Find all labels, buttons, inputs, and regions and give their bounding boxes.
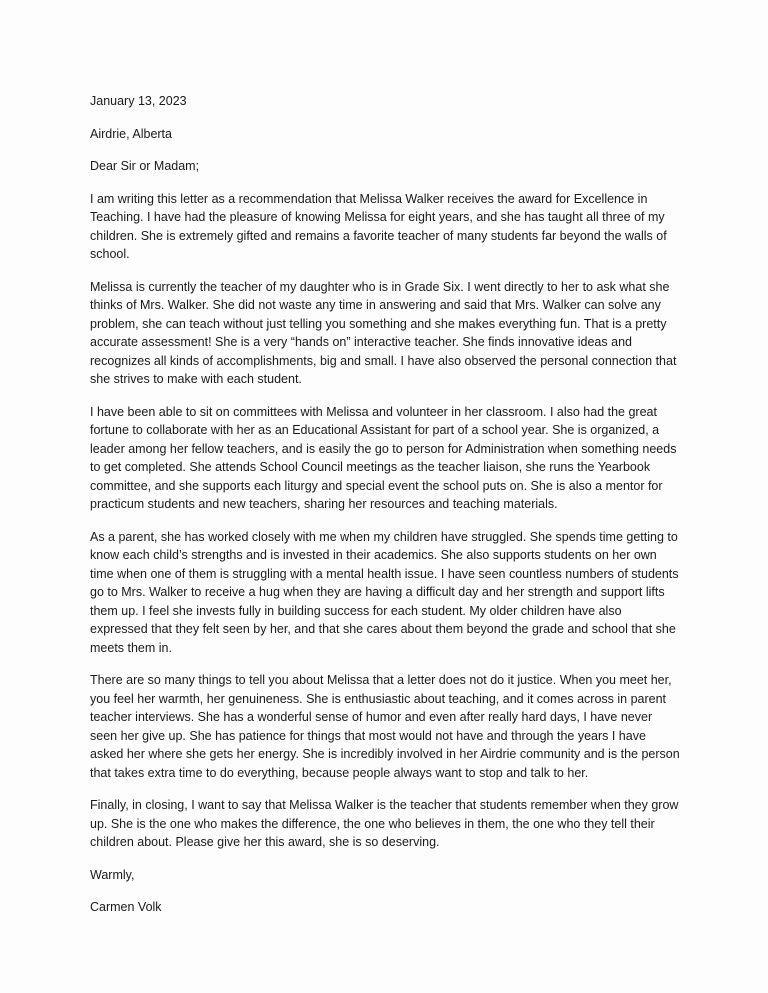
letter-location: Airdrie, Alberta (90, 126, 172, 141)
letter-paragraph: As a parent, she has worked closely with me when my children have struggled. She spends time getting to know each child’s strengths and is invested in their academics. She also supports students on her own time when one of them is struggling with a mental health issue. I have seen countless numbers of students go to Mrs. Walker to receive a hug when they are having a difficult day and her strength and support lifts them up. I feel she invests fully in building success for each student. My older children have also expressed that they felt seen by her, and that she cares about them beyond the grade and school that she meets them in. (90, 529, 679, 655)
letter-salutation: Dear Sir or Madam; (90, 159, 200, 173)
letter-signature: Carmen Volk (90, 900, 162, 914)
letter-closing: Warmly, (90, 867, 135, 882)
letter-paragraph: There are so many things to tell you about Melissa that a letter does not do it justice. When you meet her, you feel her warmth, her genuineness. She is enthusiastic about teaching, and it comes across in parent teacher interviews. She has a wonderful sense of humor and even after really hard days, I have never seen her give up. She has patience for things that most would not have and through the years I have asked her where she gets her energy. She is incredibly involved in her Airdrie community and is the person that takes extra time to do everything, because people always want to stop and talk to her. (90, 673, 680, 780)
letter-date: January 13, 2023 (90, 94, 187, 108)
letter-paragraph: I have been able to sit on committees with Melissa and volunteer in her classroom. I also had the great fortune to collaborate with her as an Educational Assistant for part of a school year. She is organized, a leader among her fellow teachers, and is easily the go to person for Administration when something needs to get completed. She attends School Council meetings as the teacher liaison, she runs the Yearbook committee, and she supports each liturgy and special event the school puts on. She is also a mentor for practicum students and new teachers, sharing her resources and teaching materials. (90, 404, 677, 511)
letter-paragraph: Melissa is currently the teacher of my daughter who is in Grade Six. I went directly to her to ask what she thinks of Mrs. Walker. She did not waste any time in answering and said that Mrs. Walker can solve any problem, she can teach without just telling you something and she makes everything fun. That is a pretty accurate assessment! She is a very “hands on” interactive teacher. She finds innovative ideas and recognizes all kinds of accomplishments, big and small. I have also observed the personal connection that she strives to make with each student. (90, 279, 677, 386)
letter-paragraph: I am writing this letter as a recommendation that Melissa Walker receives the award for Excellence in Teaching. I have had the pleasure of knowing Melissa for eight years, and she has taught all three of my children. She is extremely gifted and remains a favorite teacher of many students far beyond the walls of school. (90, 191, 667, 261)
letter-paragraph: Finally, in closing, I want to say that Melissa Walker is the teacher that students remember when they grow up. She is the one who makes the difference, the one who believes in them, the one who they tell their children about. Please give her this award, she is so deserving. (90, 798, 679, 849)
